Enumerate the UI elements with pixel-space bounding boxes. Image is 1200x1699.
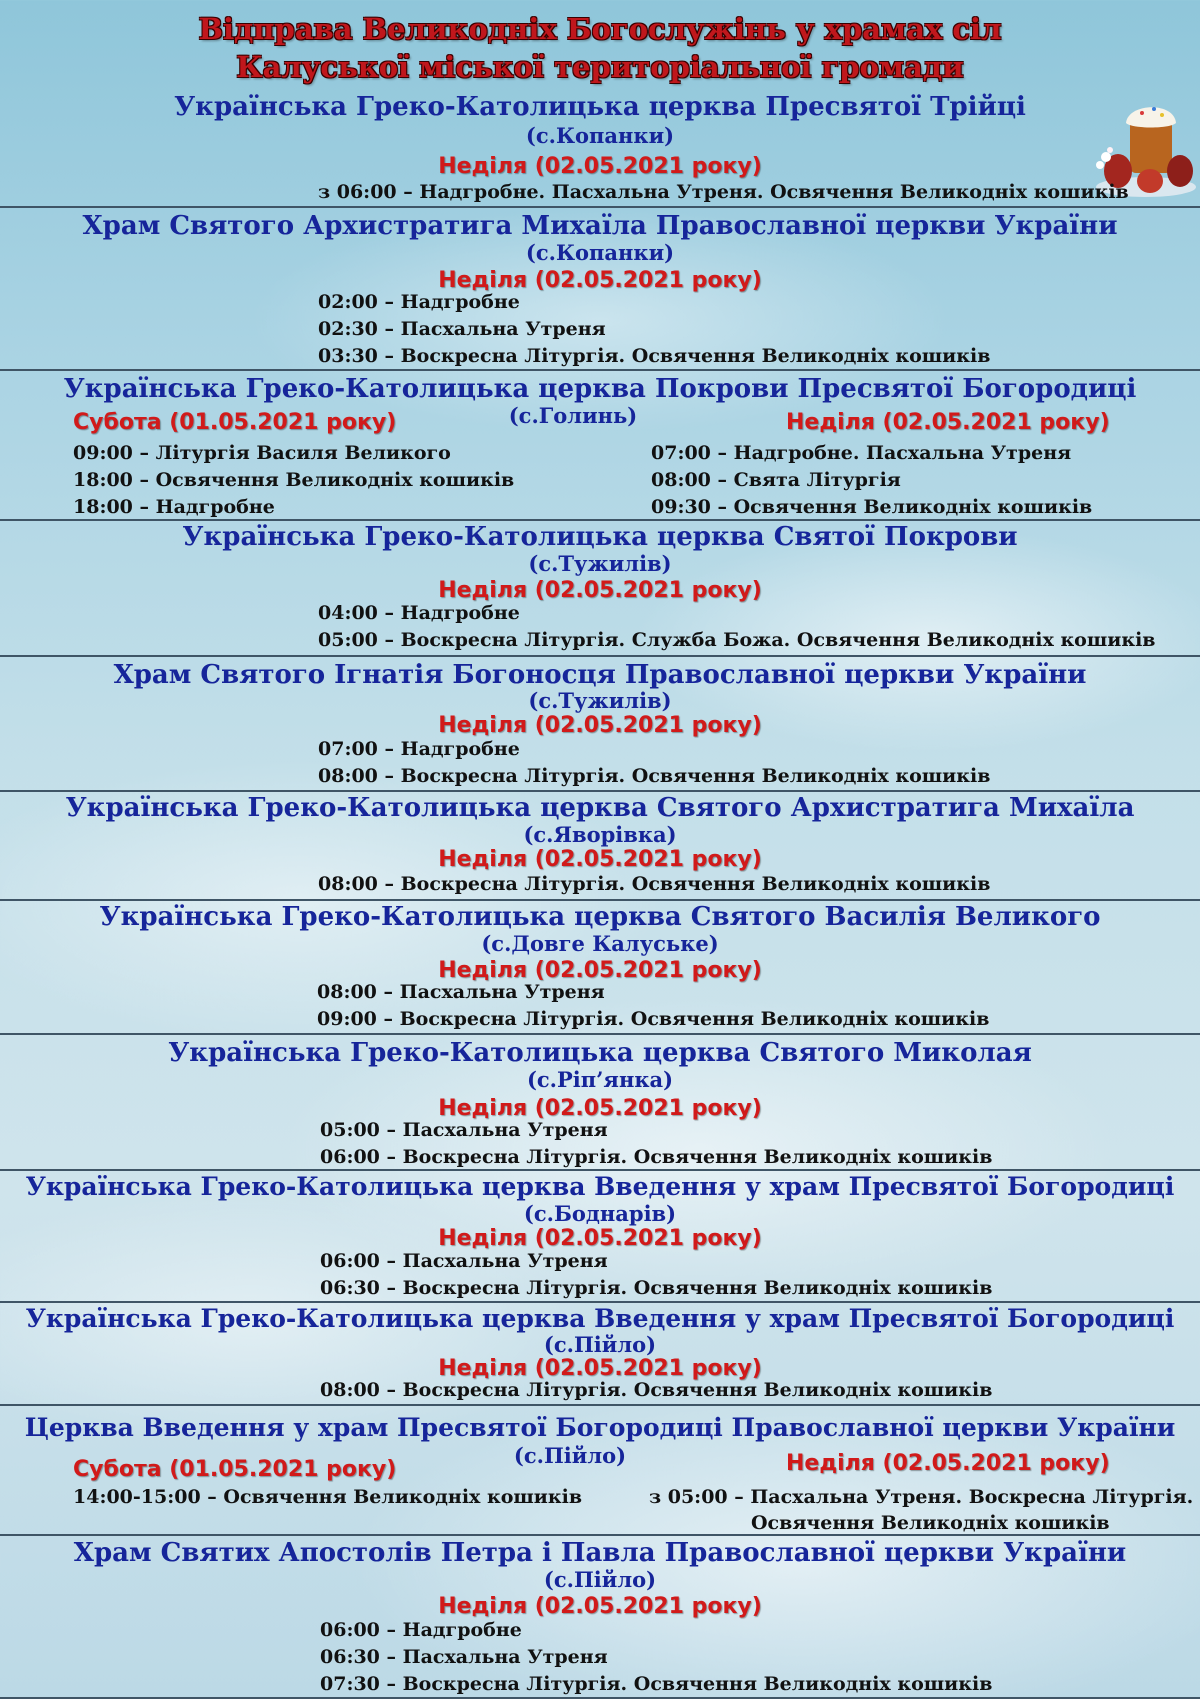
schedule-line: 08:00 – Воскресна Літургія. Освячення Великодніх кошиків — [318, 873, 991, 895]
service-day: Неділя (02.05.2021 року) — [438, 1096, 762, 1121]
village-name: (с.Пійло) — [543, 1567, 657, 1592]
village-name: (с.Копанки) — [525, 123, 675, 148]
church-section-ripianka — [0, 1036, 1200, 1170]
church-section-dovhe-kaluske — [0, 902, 1200, 1034]
church-section-piilo-peter-paul — [0, 1537, 1200, 1698]
title-line-2: Калуської міської територіальної громади — [236, 50, 964, 84]
schedule-line: 05:00 – Воскресна Літургія. Служба Божа. Освячення Великодніх кошиків — [318, 629, 1156, 651]
village-name: (с.Пійло) — [513, 1443, 627, 1468]
village-name: (с.Ріп’янка) — [526, 1067, 674, 1092]
schedule-line: з 05:00 – Пасхальна Утреня. Воскресна Літургія. — [649, 1486, 1194, 1508]
church-section-piilo-vvedennia-ugcc — [0, 1304, 1200, 1405]
village-name: (с.Пійло) — [543, 1332, 657, 1357]
church-section-kopanky-michael — [0, 209, 1200, 370]
church-name: Українська Греко-Католицька церква Покрови Пресвятої Богородиці — [63, 374, 1137, 404]
schedule-line: 06:30 – Воскресна Літургія. Освячення Великодніх кошиків — [320, 1277, 993, 1299]
church-name: Церква Введення у храм Пресвятої Богородиці Православної церкви України — [24, 1413, 1176, 1442]
schedule-line: 08:00 – Воскресна Літургія. Освячення Великодніх кошиків — [318, 765, 991, 787]
church-name: Українська Греко-Католицька церква Введення у храм Пресвятої Богородиці — [25, 1304, 1175, 1333]
schedule-line: 08:00 – Пасхальна Утреня — [317, 981, 605, 1003]
church-name: Українська Греко-Католицька церква Святого Миколая — [168, 1038, 1032, 1068]
church-name: Українська Греко-Католицька церква Святої Покрови — [182, 522, 1018, 552]
village-name: (с.Тужилів) — [528, 551, 672, 576]
church-name: Українська Греко-Католицька церква Пресвятої Трійці — [174, 92, 1026, 122]
service-day-saturday: Субота (01.05.2021 року) — [73, 410, 397, 435]
service-day-sunday: Неділя (02.05.2021 року) — [786, 1451, 1110, 1476]
church-section-holyn — [0, 372, 1200, 520]
schedule-line: з 06:00 – Надгробне. Пасхальна Утреня. Освячення Великодніх кошиків — [318, 181, 1129, 203]
village-name: (с.Боднарів) — [523, 1201, 677, 1226]
schedule-line: 03:30 – Воскресна Літургія. Освячення Великодніх кошиків — [318, 345, 991, 367]
village-name: (с.Голинь) — [508, 403, 638, 428]
village-name: (с.Довге Калуське) — [481, 931, 719, 956]
schedule-line: 06:00 – Пасхальна Утреня — [320, 1250, 608, 1272]
service-day: Неділя (02.05.2021 року) — [438, 1356, 762, 1381]
schedule-line: 06:00 – Надгробне — [320, 1619, 522, 1641]
church-name: Храм Святого Ігнатія Богоносця Православної церкви України — [113, 660, 1087, 690]
schedule-line: 08:00 – Воскресна Літургія. Освячення Великодніх кошиків — [320, 1379, 993, 1401]
church-name: Храм Святих Апостолів Петра і Павла Православної церкви України — [73, 1538, 1127, 1568]
service-day: Неділя (02.05.2021 року) — [438, 847, 762, 872]
schedule-line: 09:30 – Освячення Великодніх кошиків — [651, 496, 1093, 518]
church-section-tuzhyliv-pokrova — [0, 522, 1200, 656]
title-line-1: Відправа Великодніх Богослужінь у храмах сіл — [198, 12, 1002, 46]
church-section-tuzhyliv-ignatius — [0, 658, 1200, 791]
schedule-line: 09:00 – Воскресна Літургія. Освячення Великодніх кошиків — [317, 1008, 990, 1030]
schedule-line: Освячення Великодніх кошиків — [751, 1512, 1110, 1534]
schedule-line: 06:30 – Пасхальна Утреня — [320, 1646, 608, 1668]
church-section-kopanky-trinity — [0, 90, 1200, 207]
church-name: Українська Греко-Католицька церква Введення у храм Пресвятої Богородиці — [25, 1172, 1175, 1201]
service-day-sunday: Неділя (02.05.2021 року) — [786, 410, 1110, 435]
schedule-line: 18:00 – Надгробне — [73, 496, 275, 518]
schedule-line: 07:30 – Воскресна Літургія. Освячення Великодніх кошиків — [320, 1673, 993, 1695]
service-day: Неділя (02.05.2021 року) — [438, 154, 762, 179]
schedule-line: 02:00 – Надгробне — [318, 291, 520, 313]
village-name: (с.Тужилів) — [528, 688, 672, 713]
schedule-line: 14:00-15:00 – Освячення Великодніх кошиків — [73, 1486, 583, 1508]
schedule-line: 05:00 – Пасхальна Утреня — [320, 1119, 608, 1141]
church-name: Храм Святого Архистратига Михаїла Православної церкви України — [82, 211, 1118, 241]
service-day: Неділя (02.05.2021 року) — [438, 268, 762, 293]
schedule-line: 08:00 – Свята Літургія — [651, 469, 901, 491]
schedule-line: 02:30 – Пасхальна Утреня — [318, 318, 606, 340]
service-day: Неділя (02.05.2021 року) — [438, 958, 762, 983]
service-day: Неділя (02.05.2021 року) — [438, 578, 762, 603]
church-section-piilo-vvedennia-ocu — [0, 1407, 1200, 1535]
page-title — [0, 10, 1200, 86]
schedule-line: 07:00 – Надгробне. Пасхальна Утреня — [651, 442, 1072, 464]
schedule-line: 09:00 – Літургія Василя Великого — [73, 442, 451, 464]
village-name: (с.Яворівка) — [523, 822, 677, 847]
service-day-saturday: Субота (01.05.2021 року) — [73, 1457, 397, 1482]
church-section-yavorivka — [0, 793, 1200, 900]
schedule-line: 04:00 – Надгробне — [318, 602, 520, 624]
schedule-line: 07:00 – Надгробне — [318, 738, 520, 760]
church-section-bodnariv — [0, 1172, 1200, 1302]
church-name: Українська Греко-Католицька церква Святого Василія Великого — [99, 902, 1101, 932]
schedule-line: 06:00 – Воскресна Літургія. Освячення Великодніх кошиків — [320, 1146, 993, 1168]
church-name: Українська Греко-Католицька церква Святого Архистратига Михаїла — [65, 793, 1135, 823]
service-day: Неділя (02.05.2021 року) — [438, 713, 762, 738]
village-name: (с.Копанки) — [525, 240, 675, 265]
service-day: Неділя (02.05.2021 року) — [438, 1594, 762, 1619]
schedule-line: 18:00 – Освячення Великодніх кошиків — [73, 469, 515, 491]
service-day: Неділя (02.05.2021 року) — [438, 1226, 762, 1251]
